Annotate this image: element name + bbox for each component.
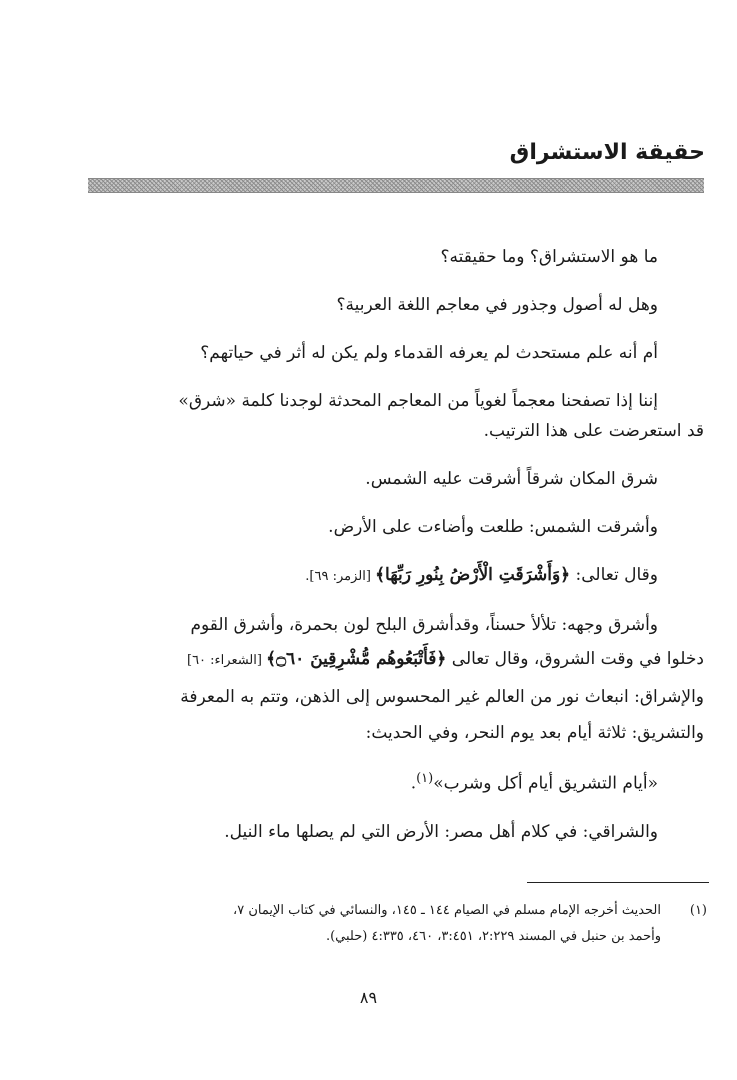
quran-reference-shuara: [الشعراء: ٦٠]	[186, 653, 267, 668]
hadith-end: .	[410, 773, 417, 794]
page-number: ٨٩	[359, 988, 378, 1007]
paragraph-5	[80, 455, 704, 503]
hadith-quote: «أيام التشريق أيام أكل وشرب»	[433, 773, 658, 794]
footnote	[80, 898, 707, 950]
paragraph-1: ما هو الاستشراق؟ وما حقيقته؟	[440, 247, 658, 267]
quran-verse-shuara: ﴿فَأَتْبَعُوهُم مُّشْرِقِينَ ۝٦٠﴾	[266, 649, 447, 669]
chapter-title: حقيقة الاستشراق	[509, 140, 705, 165]
paragraph-8-line-1: وأشرق وجهه: تلألأ حسناً، وقدأشرق البلح لون بحمرة، وأشرق القوم	[190, 615, 658, 635]
main-text	[80, 233, 704, 856]
paragraph-9: والإشراق: انبعاث نور من العالم غير المحسوس إلى الذهن، وتتم به المعرفة	[180, 687, 704, 707]
header-rule	[88, 178, 704, 193]
paragraph-8-line-2-text: دخلوا في وقت الشروق، وقال تعالى	[446, 649, 704, 669]
paragraph-7-intro: وقال تعالى:	[570, 565, 658, 585]
paragraph-8-line-2	[80, 641, 704, 679]
footnote-line-2: وأحمد بن حنبل في المسند ٢:٢٢٩، ٣:٤٥١، ٤٦٠، ٤:٣٣٥ (حلبي).	[325, 929, 661, 944]
footnote-line-1	[80, 898, 707, 924]
paragraph-5-text: شرق المكان شرقاً أشرقت عليه الشمس.	[365, 469, 658, 489]
paragraph-3: أم أنه علم مستحدث لم يعرفه القدماء ولم يكن له أثر في حياتهم؟	[200, 343, 658, 363]
paragraph-4-line-1: إننا إذا تصفحنا معجماً لغوياً من المعاجم المحدثة لوجدنا كلمة «شرق»	[178, 391, 658, 411]
footnote-marker: (١)	[416, 771, 434, 786]
quran-verse-zumar: ﴿وَأَشْرَقَتِ الْأَرْضُ بِنُورِ رَبِّهَا﴾	[375, 565, 571, 585]
paragraph-12: والشراقي: في كلام أهل مصر: الأرض التي لم يصلها ماء النيل.	[224, 821, 658, 842]
paragraph-6: وأشرقت الشمس: طلعت وأضاءت على الأرض.	[328, 517, 658, 537]
paragraph-11	[80, 755, 704, 808]
footnote-rule	[527, 882, 709, 883]
paragraph-2: وهل له أصول وجذور في معاجم اللغة العربية؟	[336, 295, 658, 315]
footnote-text-1: الحديث أخرجه الإمام مسلم في الصيام ١٤٤ ـ ١٤٥، والنسائي في كتاب الإيمان ٧،	[233, 903, 661, 918]
paragraph-4-line-2: قد استعرضت على هذا الترتيب.	[483, 421, 704, 441]
paragraph-10: والتشريق: ثلاثة أيام بعد يوم النحر، وفي الحديث:	[365, 723, 704, 743]
paragraph-7	[80, 551, 704, 601]
footnote-number: (١)	[689, 903, 707, 918]
quran-reference-zumar: [الزمر: ٦٩].	[305, 569, 376, 584]
